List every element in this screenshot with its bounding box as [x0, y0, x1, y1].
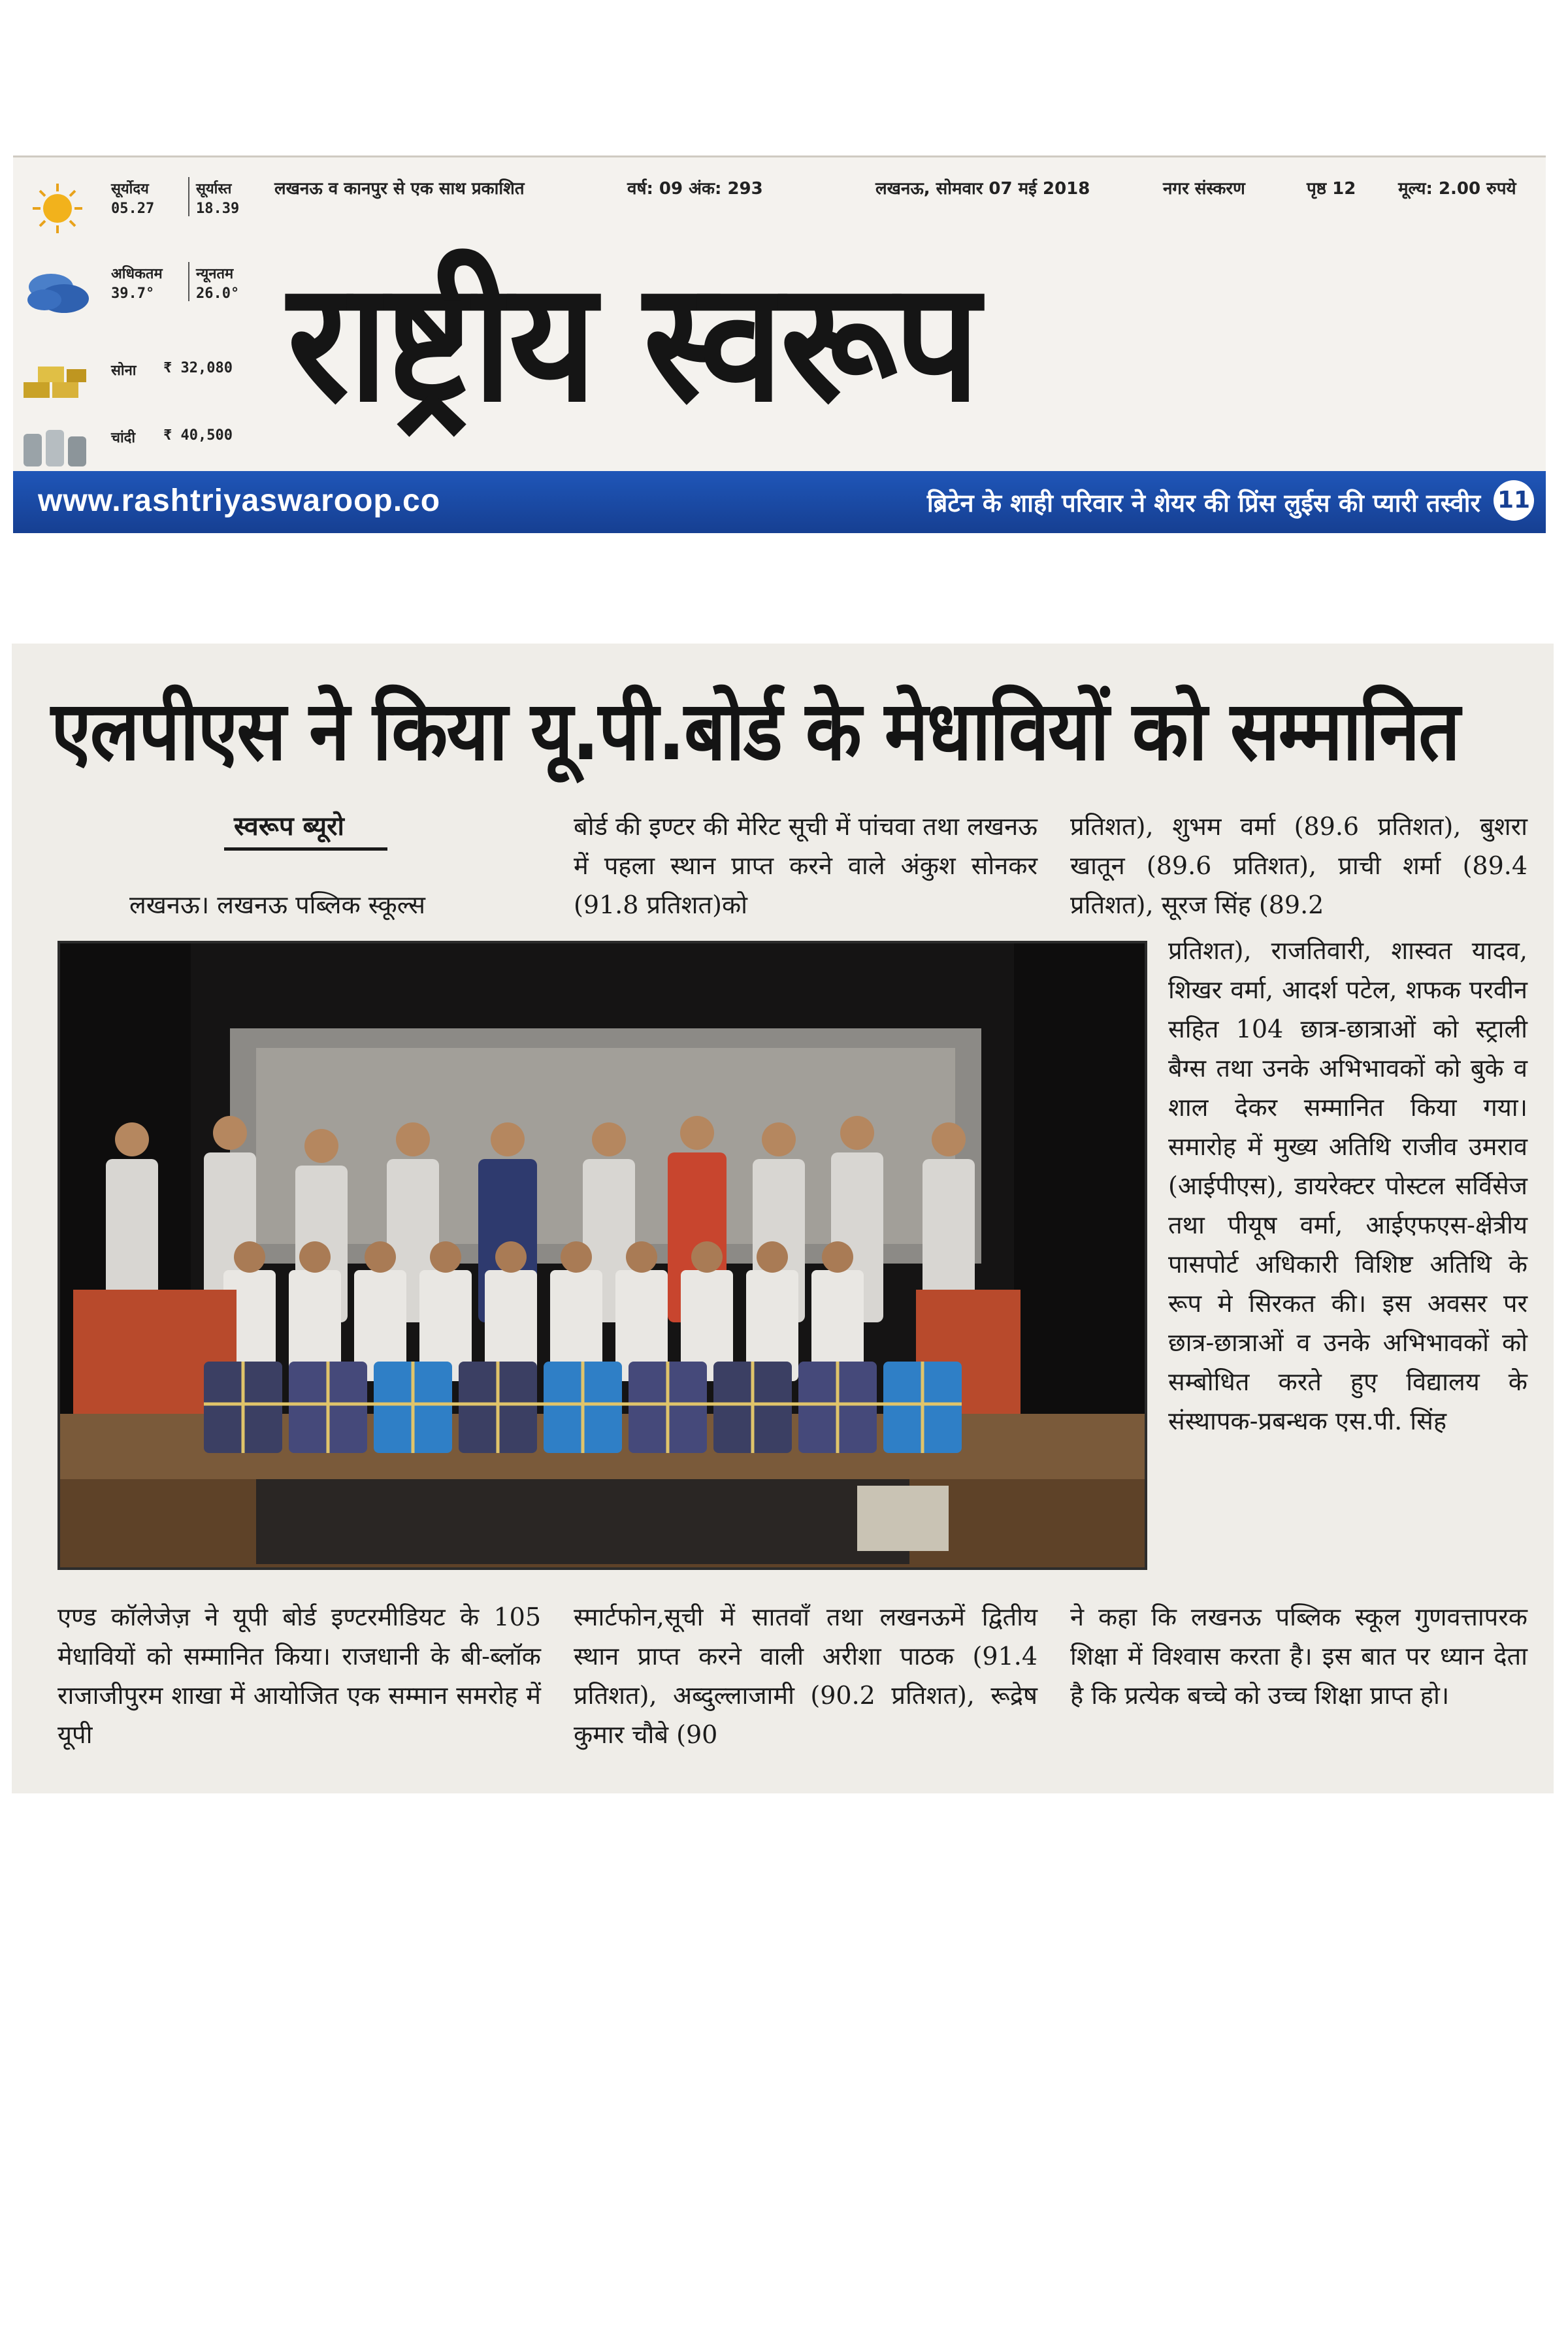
paragraph: बोर्ड की इण्टर की मेरिट सूची में पांचवा तथा लखनऊ में पहला स्थान प्राप्त करने वाले अंकुश सोनकर (91.8 प्रतिशत)को — [574, 812, 1037, 919]
gold-label: सोना — [111, 363, 137, 379]
page-count: पृष्ठ 12 — [1307, 179, 1356, 199]
sunset-label: सूर्यास्त — [196, 181, 232, 197]
paragraph: लखनऊ। लखनऊ पब्लिक स्कूल्स — [129, 890, 425, 919]
column-2-top — [574, 807, 1037, 924]
divider — [188, 262, 189, 301]
column-3-top — [1070, 807, 1527, 924]
silver-label: चांदी — [111, 430, 136, 446]
price: मूल्य: 2.00 रुपये — [1398, 179, 1516, 199]
gold-value: ₹ 32,080 — [163, 360, 233, 376]
edition: नगर संस्करण — [1163, 179, 1245, 199]
article-headline: एलपीएस ने किया यू.पी.बोर्ड के मेधावियों को सम्मानित — [51, 683, 1460, 779]
max-temp-label: अधिकतम — [111, 266, 163, 282]
silver-price — [13, 409, 255, 474]
column-1-bottom — [57, 1597, 541, 1754]
byline: स्वरूप ब्यूरो — [234, 811, 344, 841]
temperature — [13, 255, 255, 321]
masthead-bar — [13, 471, 1546, 533]
masthead-info-line — [274, 176, 1535, 202]
gold-price — [13, 342, 255, 407]
sun-times — [13, 171, 255, 236]
teaser-page-number: 11 — [1494, 480, 1534, 521]
min-temp-value: 26.0° — [196, 286, 240, 302]
cloud-icon — [18, 267, 97, 319]
info-panel — [13, 171, 255, 478]
sun-icon — [18, 182, 97, 235]
paragraph: प्रतिशत), राजतिवारी, शास्वत यादव, शिखर वर्मा, आदर्श पटेल, शफक परवीन सहित 104 छात्र-छात्राओं को स्ट्राली बैग्स तथा उनके अभिभावकों को बुके व शाल देकर सम्मानित किया गया। समारोह में मुख्य अतिथि राजीव उमराव (आईपीएस), डायरेक्टर पोस्टल सर्विसेज तथा पीयूष वर्मा, आईएफएस-क्षेत्रीय पासपोर्ट अधिकारी विशिष्ट अतिथि के रूप मे सिरकत की। इस अवसर पर छात्र-छात्राओं व उनके अभिभावकों को सम्बोधित करते हुए विद्यालय के संस्थापक-प्रबन्धक एस.पी. सिंह — [1168, 936, 1527, 1435]
newspaper-title: राष्ट्रीय स्वरूप — [287, 244, 977, 439]
teaser-headline[interactable]: ब्रिटेन के शाही परिवार ने शेयर की प्रिंस लुईस की प्यारी तस्वीर — [926, 489, 1480, 517]
silver-coins-icon — [18, 421, 97, 473]
byline-rule — [224, 847, 387, 851]
column-2-bottom — [574, 1597, 1037, 1754]
column-3-bottom — [1070, 1597, 1527, 1715]
event-photo — [57, 941, 1147, 1570]
paragraph: एण्ड कॉलेजेज़ ने यूपी बोर्ड इण्टरमीडियट के 105 मेधावियों को सम्मानित किया। राजधानी के बी-ब्लॉक राजाजीपुरम शाखा में आयोजित एक सम्मान समरोह में यूपी — [57, 1603, 541, 1749]
paragraph: प्रतिशत), शुभम वर्मा (89.6 प्रतिशत), बुशरा खातून (89.6 प्रतिशत), प्राची शर्मा (89.4 प्रतिशत), सूरज सिंह (89.2 — [1070, 812, 1527, 919]
paragraph: स्मार्टफोन,सूची में सातवाँ तथा लखनऊमें द्वितीय स्थान प्राप्त करने वाली अरीशा पाठक (91.4 प्रतिशत), अब्दुल्लाजामी (90.2 प्रतिशत), रूद्रेष कुमार चौबे (90 — [574, 1603, 1037, 1749]
masthead — [13, 155, 1546, 533]
sunset-value: 18.39 — [196, 201, 240, 217]
news-article — [12, 644, 1554, 1793]
sunrise-value: 05.27 — [111, 201, 155, 217]
website-url[interactable]: www.rashtriyaswaroop.co — [38, 483, 441, 518]
event-photo-image — [60, 943, 1145, 1567]
paragraph: ने कहा कि लखनऊ पब्लिक स्कूल गुणवत्तापरक शिक्षा में विश्वास करता है। इस बात पर ध्यान देता है कि प्रत्येक बच्चे को उच्च शिक्षा प्राप्त हो। — [1070, 1603, 1527, 1710]
volume-issue: वर्ष: 09 अंक: 293 — [627, 179, 763, 199]
column-3-middle — [1168, 931, 1527, 1441]
max-temp-value: 39.7° — [111, 286, 155, 302]
sunrise-label: सूर्योदय — [111, 181, 149, 197]
silver-value: ₹ 40,500 — [163, 427, 233, 444]
gold-bars-icon — [18, 353, 97, 406]
published-from: लखनऊ व कानपुर से एक साथ प्रकाशित — [274, 179, 525, 199]
divider — [188, 177, 189, 216]
min-temp-label: न्यूनतम — [196, 266, 234, 282]
date: लखनऊ, सोमवार 07 मई 2018 — [875, 179, 1090, 199]
column-1-top — [129, 885, 541, 924]
